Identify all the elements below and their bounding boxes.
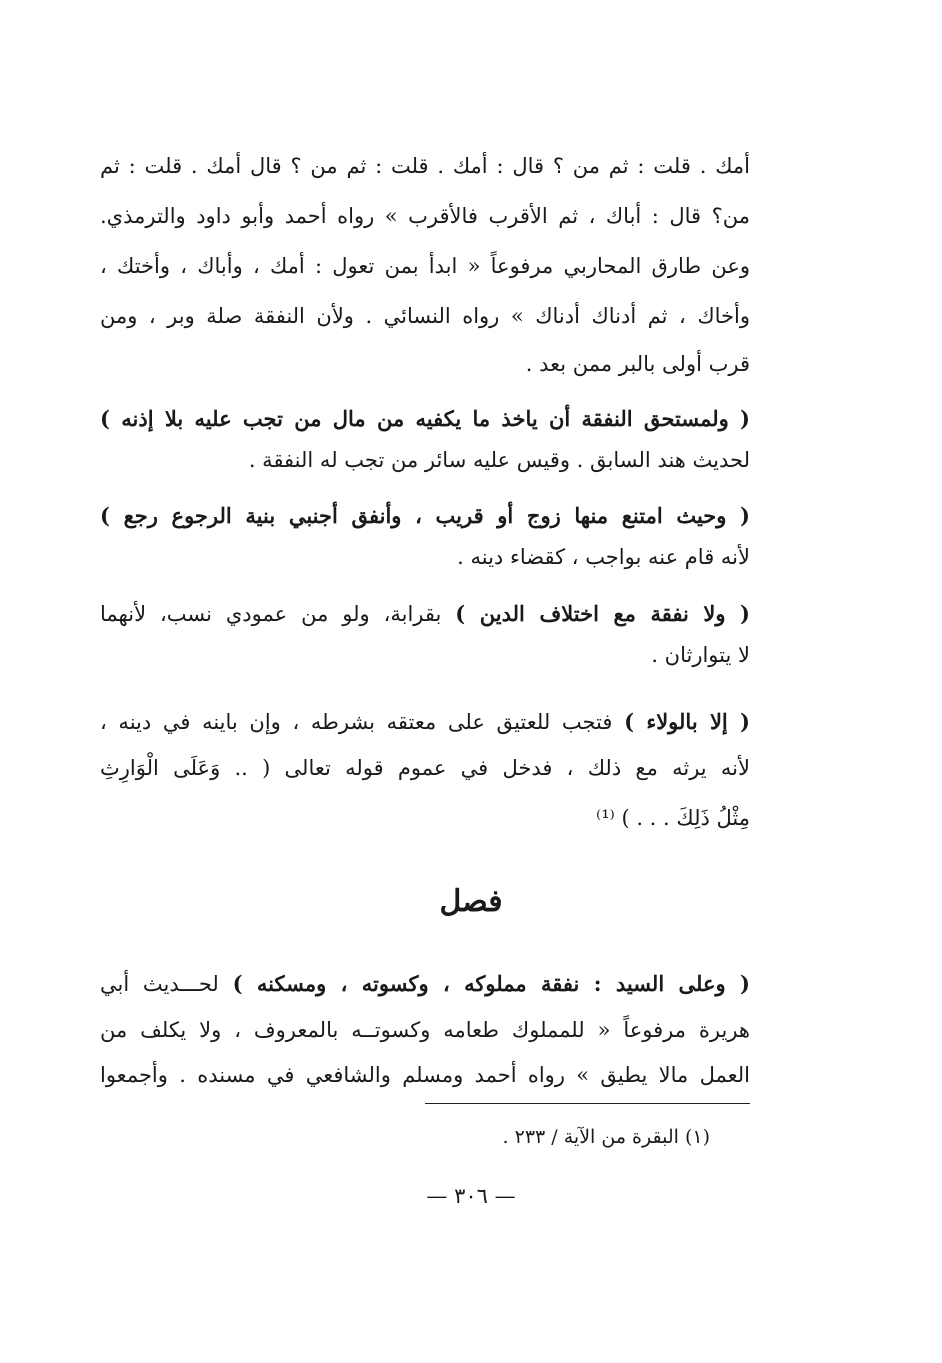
text-line: أمك . قلت : ثم من ؟ قال : أمك . قلت : ثم من ؟ قال أمك . قلت : ثم: [100, 154, 750, 178]
text-line: لا يتوارثان .: [651, 643, 750, 667]
matn-line: ( وحيث امتنع منها زوج أو قريب ، وأنفق أجنبي بنية الرجوع رجع ): [100, 503, 750, 528]
text-line: ( إلا بالولاء ) فتجب للعتيق على معتقه بشرطه ، وإن باينه في دينه ،: [100, 709, 750, 734]
text-line: من؟ قال : أباك ، ثم الأقرب فالأقرب » رواه أحمد وأبو داود والترمذي.: [100, 204, 750, 228]
text-line: وأخاك ، ثم أدناك أدناك » رواه النسائي . ولأن النفقة صلة وبر ، ومن: [100, 304, 750, 328]
text-line: قرب أولى بالبر ممن بعد .: [525, 352, 750, 376]
text-line: هريرة مرفوعاً « للمملوك طعامه وكسوتــه بالمعروف ، ولا يكلف من: [100, 1018, 750, 1042]
text-line: ( ولا نفقة مع اختلاف الدين ) بقرابة، ولو من عمودي نسب، لأنهما: [100, 601, 750, 626]
footnote-separator: [425, 1103, 750, 1104]
text-line: لحديث هند السابق . وقيس عليه سائر من تجب له النفقة .: [248, 448, 750, 472]
text-line: ( وعلى السيد : نفقة مملوكه ، وكسوته ، ومسكنه ) لحـــديث أبي: [100, 971, 750, 996]
text-line: وعن طارق المحاربي مرفوعاً « ابدأ بمن تعول : أمك ، وأباك ، وأختك ،: [100, 254, 750, 278]
text-line: مِثْلُ ذَلِكَ . . . ) ⁽¹⁾: [596, 806, 750, 830]
section-heading: فصل: [439, 884, 503, 919]
text-line: لأنه يرثه مع ذلك ، فدخل في عموم قوله تعالى ( .. وَعَلَى الْوَارِثِ: [100, 756, 750, 780]
footnote: (١) البقرة من الآية / ٢٣٣ .: [502, 1126, 710, 1148]
matn-line: ( ولمستحق النفقة أن ياخذ ما يكفيه من مال من تجب عليه بلا إذنه ): [100, 406, 750, 431]
text-line: العمل مالا يطيق » رواه أحمد ومسلم والشافعي في مسنده . وأجمعوا: [100, 1063, 750, 1087]
page-number: — ٣٠٦ —: [426, 1184, 516, 1208]
text-line: لأنه قام عنه بواجب ، كقضاء دينه .: [457, 545, 750, 569]
